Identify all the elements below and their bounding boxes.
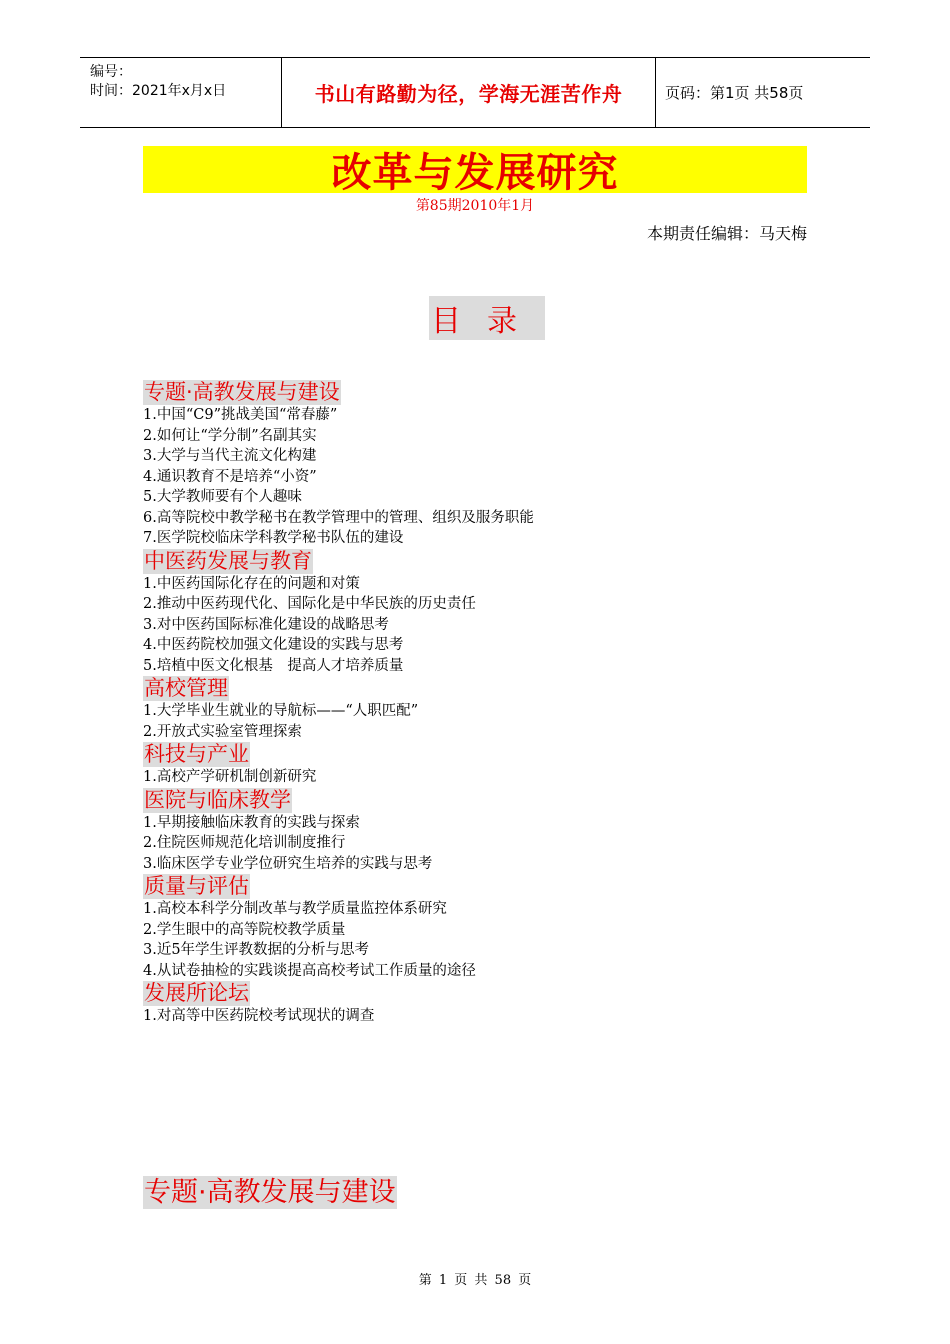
toc-section [143,380,823,549]
table-of-contents [143,380,823,1027]
toc-item: 3.大学与当代主流文化构建 [143,448,317,464]
toc-item: 3.近5年学生评教数据的分析与思考 [143,942,370,958]
toc-item: 1.大学毕业生就业的导航标——“人职匹配” [143,703,419,719]
toc-item: 5.培植中医文化根基 提高人才培养质量 [143,657,404,674]
header-page-cell [656,58,870,127]
page-footer: 第 1 页 共 58 页 [418,1273,532,1288]
header-table [80,57,870,128]
section-heading-bottom-text: 专题·高教发展与建设 [144,1177,396,1208]
toc-item: 4.从试卷抽检的实践谈提高高校考试工作质量的途径 [143,962,476,979]
toc-section-heading: 发展所论坛 [144,981,249,1005]
toc-item: 1.中国“C9”挑战美国“常春藤” [143,407,338,423]
editor-line: 本期责任编辑：马天梅 [646,224,807,243]
page-info: 页码：第1页 共58页 [665,84,804,102]
toc-item: 2.开放式实验室管理探索 [143,723,302,740]
toc-section [143,676,823,742]
toc-section-heading: 医院与临床教学 [144,787,291,812]
toc-section-heading: 科技与产业 [144,742,249,766]
toc-item: 4.中医药院校加强文化建设的实践与思考 [143,637,404,653]
toc-section [143,874,823,981]
toc-item: 1.高校产学研机制创新研究 [143,769,317,785]
toc-item: 6.高等院校中教学秘书在教学管理中的管理、组织及服务职能 [143,509,534,526]
toc-item: 2.推动中医药现代化、国际化是中华民族的历史责任 [143,596,476,612]
toc-item: 2.如何让“学分制”名副其实 [143,427,317,444]
toc-section [143,981,823,1027]
toc-item: 2.住院医师规范化培训制度推行 [143,835,346,851]
toc-item: 4.通识教育不是培养“小资” [143,468,317,485]
toc-section-heading: 专题·高教发展与建设 [144,380,340,404]
page-title: 改革与发展研究 [331,149,619,196]
number-label: 编号： [90,64,132,80]
toc-item: 1.中医药国际化存在的问题和对策 [143,575,360,592]
toc-item: 3.对中医药国际标准化建设的战略思考 [143,616,389,633]
toc-item: 3.临床医学专业学位研究生培养的实践与思考 [143,855,433,872]
issue-line: 第85期2010年1月 [415,198,535,214]
toc-heading [0,296,950,340]
toc-section [143,549,823,677]
toc-section-heading: 中医药发展与教育 [144,548,312,573]
toc-item: 7.医学院校临床学科教学秘书队伍的建设 [143,530,404,546]
toc-item: 1.早期接触临床教育的实践与探索 [143,814,360,831]
toc-item: 1.高校本科学分制改革与教学质量监控体系研究 [143,901,447,917]
header-meta-cell [80,58,282,127]
header-motto-cell [282,58,656,127]
toc-section [143,788,823,875]
toc-section [143,742,823,788]
title-banner [143,146,807,196]
time-label: 时间：2021年x月x日 [90,83,227,99]
toc-item: 5.大学教师要有个人趣味 [143,489,302,505]
toc-item: 2.学生眼中的高等院校教学质量 [143,921,346,938]
toc-section-heading: 质量与评估 [144,874,249,898]
toc-section-heading: 高校管理 [144,676,228,700]
section-heading-bottom [143,1176,397,1209]
toc-heading-text: 目录 [429,296,545,340]
motto-text: 书山有路勤为径，学海无涯苦作舟 [314,82,623,106]
toc-item: 1.对高等中医药院校考试现状的调查 [143,1008,375,1024]
